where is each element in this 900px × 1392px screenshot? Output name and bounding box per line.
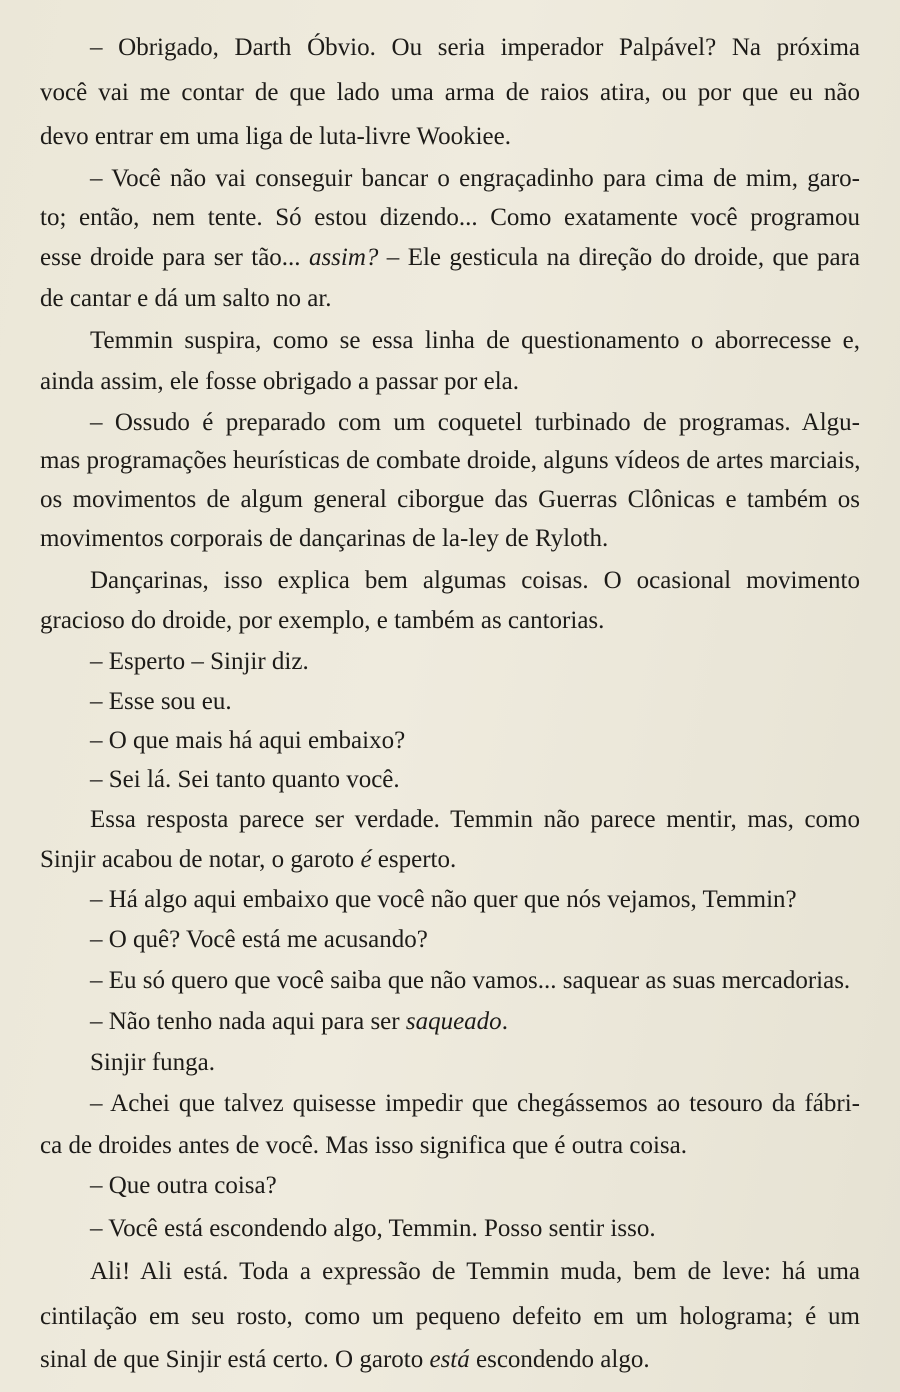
text-line: cintilação em seu rosto, como um pequeno defeito em um holograma; é um	[40, 1303, 860, 1330]
text-line: to; então, nem tente. Só estou dizendo... Como exatamente você programou	[40, 204, 860, 231]
text-line: devo entrar em uma liga de luta-livre Wookiee.	[40, 123, 511, 150]
text-run: escondendo algo.	[469, 1346, 650, 1373]
text-line: movimentos corporais de dançarinas de la-ley de Ryloth.	[40, 525, 609, 552]
text-line: mas programações heurísticas de combate droide, alguns vídeos de artes marciais,	[40, 447, 861, 474]
text-line: você vai me contar de que lado uma arma de raios atira, ou por que eu não	[40, 79, 860, 106]
text-line: os movimentos de algum general ciborgue das Guerras Clônicas e também os	[40, 486, 860, 513]
text-run: .	[501, 1008, 508, 1035]
text-line: Ali! Ali está. Toda a expressão de Temmin muda, bem de leve: há uma	[90, 1258, 860, 1285]
text-line: – Há algo aqui embaixo que você não quer que nós vejamos, Temmin?	[90, 886, 797, 913]
text-line: Temmin suspira, como se essa linha de questionamento o aborrecesse e,	[90, 327, 860, 354]
text-line: – Sei lá. Sei tanto quanto você.	[90, 766, 400, 793]
text-line: – Obrigado, Darth Óbvio. Ou seria imperador Palpável? Na próxima	[90, 34, 860, 61]
text-line: Sinjir funga.	[90, 1049, 215, 1076]
text-line	[40, 845, 860, 875]
emphasis: saqueado	[405, 1008, 502, 1035]
text-line: – Você não vai conseguir bancar o engraçadinho para cima de mim, garo-	[90, 165, 860, 192]
text-line	[40, 243, 860, 273]
text-line: ainda assim, ele fosse obrigado a passar por ela.	[40, 368, 520, 395]
text-line: – O que mais há aqui embaixo?	[90, 727, 406, 754]
text-line: Dançarinas, isso explica bem algumas coisas. O ocasional movimento	[90, 567, 860, 594]
text-line	[40, 1345, 860, 1375]
text-line: – Você está escondendo algo, Temmin. Posso sentir isso.	[90, 1215, 656, 1242]
text-run: esperto.	[371, 846, 457, 873]
text-line: Essa resposta parece ser verdade. Temmin não parece mentir, mas, como	[90, 806, 860, 833]
emphasis: está	[429, 1346, 470, 1373]
text-line: de cantar e dá um salto no ar.	[40, 285, 332, 312]
text-line: ca de droides antes de você. Mas isso significa que é outra coisa.	[40, 1132, 688, 1159]
text-run: esse droide para ser tão...	[40, 244, 309, 271]
emphasis: assim?	[308, 244, 379, 271]
text-line: – O quê? Você está me acusando?	[90, 926, 428, 953]
text-line: – Ossudo é preparado com um coquetel turbinado de programas. Algu-	[90, 409, 860, 436]
text-line: – Esse sou eu.	[90, 688, 232, 715]
text-run: Sinjir acabou de notar, o garoto	[40, 846, 361, 873]
emphasis: é	[360, 846, 372, 873]
text-line: – Achei que talvez quisesse impedir que chegássemos ao tesouro da fábri-	[90, 1090, 860, 1117]
text-line: – Eu só quero que você saiba que não vamos... saquear as suas mercadorias.	[90, 967, 851, 994]
text-line: – Esperto – Sinjir diz.	[90, 648, 309, 675]
text-run: sinal de que Sinjir está certo. O garoto	[40, 1346, 430, 1373]
text-line: gracioso do droide, por exemplo, e também as cantorias.	[40, 607, 605, 634]
text-line	[90, 1007, 860, 1037]
text-line: – Que outra coisa?	[90, 1172, 277, 1199]
text-run: – Não tenho nada aqui para ser	[90, 1008, 406, 1035]
text-run: – Ele gesticula na direção do droide, que para	[378, 244, 860, 271]
